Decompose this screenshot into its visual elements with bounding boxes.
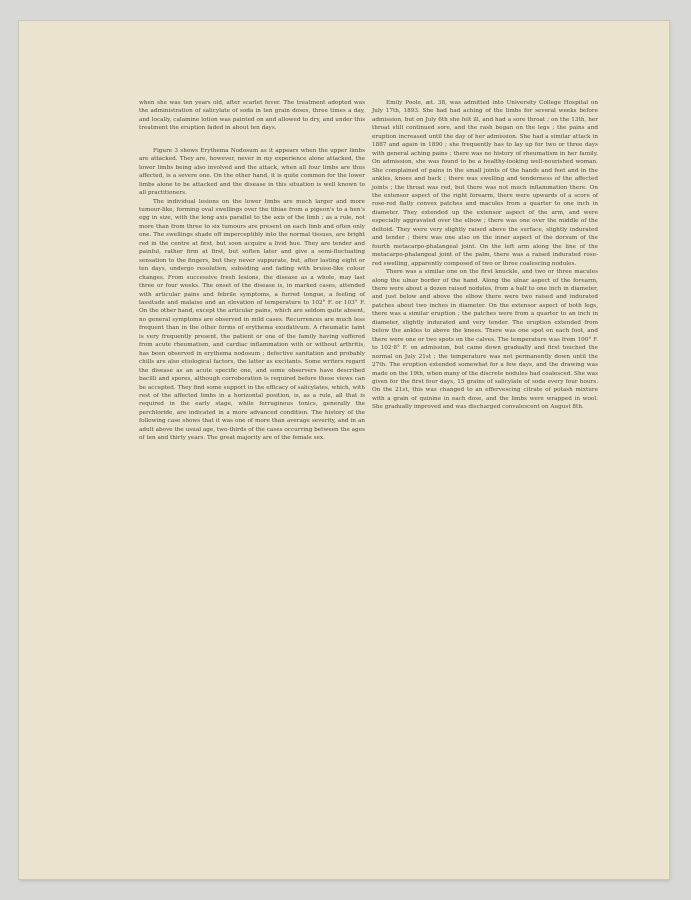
left-text-column	[139, 99, 365, 443]
paragraph-lower-limb-lesions: The individual lesions on the lower limbs are much larger and more tumour-like, forming oval swellings over the tibiae from a pigeon's to a hen's egg in size, with the long axis parallel to the axis of the limb ; as a rule, not more than from three to six tumours are present on each limb and often only one. The swellings shade off imperceptibly into the normal tissues, are bright red in the centre at first, but soon acquire a livid hue. They are tender and painful, rather firm at first, but soften later and give a semi-fluctuating sensation to the fingers, but they never suppurate, but, after lasting eight or ten days, undergo resolution, subsiding and fading with bruise-like colour changes. From successive fresh lesions, the disease as a whole, may last three or four weeks. The onset of the disease is, in marked cases, attended with articular pains and febrile symptoms, a furred tongue, a feeling of lassitude and malaise and an elevation of temperature to 102° F. or 103° F. On the other hand, except the articular pains, which are seldom quite absent, no general symptoms are observed in mild cases. Recurrences are much less frequent than in the other forms of erythema exudativum. A rheumatic taint is very frequently present, the patient or one of the family having suffered from acute rheumatism, and cardiac inflammation with or without arthritis, has been observed in erythema nodosum ; defective sanitation and probably chills are also etiological factors, the latter as excitants. Some writers regard the disease as an acute specific one, and some observers have described bacilli and spores, although corroboration is required before these views can be accepted. They find some support in the efficacy of salicylates, which, with rest of the affected limbs in a horizontal position, is, as a rule, all that is required in the early stage, while ferruginous tonics, generally the perchloride, are indicated in a more advanced condition. The history of the following case shows that it was one of more than average severity, and in an adult above the usual age, two-thirds of the cases occurring between the ages of ten and thirty years. The great majority are of the female sex.	[139, 198, 365, 442]
paragraph-treatment-continued: when she was ten years old, after scarlet fever. The treatment adopted was the administration of salicylate of soda in ten grain doses, three times a day, and locally, calamine lotion was painted on and allowed to dry, and under this treatment the eruption faded in about ten days.	[139, 100, 365, 132]
document-page	[19, 21, 669, 879]
paragraph-case-continued: There was a similar one on the first knuckle, and two or three macules along the ulnar border of the hand. Along the ulnar aspect of the forearm, there were about a dozen raised nodules, from a half to one inch in diameter, and just below and above the elbow there were two raised and indurated patches about two inches in diameter. On the extensor aspect of both legs, there was a similar eruption ; the patches were from a quarter to an inch in diameter, slightly indurated and very tender. The eruption extended from below the ankles to above the knees. There was one spot on each foot, and there were one or two spots on the calves. The temperature was from 100° F. to 102·8° F. on admission, but came down gradually and first touched the normal on July 21st ; the temperature was not permanently down until the 27th. The eruption extended somewhat for a few days, and the drawing was made on the 19th, when many of the discrete nodules had coalesced. She was given for the first four days, 15 grains of salicylate of soda every four hours. On the 21st, this was changed to an effervescing citrate of potash mixture with a grain of quinine in each dose, and the limbs were wrapped in wool. She gradually improved and was discharged convalescent on August 8th.	[372, 269, 598, 411]
paragraph-figure-3: Figure 3 shows Erythema Nodosum as it appears when the upper limbs are attacked. They are, however, never in my experience alone attacked, the lower limbs being also involved and the attack, when all four limbs are thus affected, is a severe one. On the other hand, it is quite common for the lower limbs alone to be attacked and the disease in this situation is well known to all practitioners.	[139, 147, 365, 197]
right-text-column	[372, 99, 598, 412]
paragraph-case-history: Emily Poole, æt. 38, was admitted into University College Hospital on July 17th, 1893. She had had aching of the limbs for several weeks before admission, but on July 6th she felt ill, and had a sore throat ; on the 13th, her throat still continued sore, and the rash began on the legs ; the pains and eruption increased until the day of her admission. She had a similar attack in 1887 and again in 1890 ; she frequently has to lay up for two or three days with general aching pains ; there was no history of rheumatism in her family. On admission, she was found to be a healthy-looking well-nourished woman. She complained of pains in the small joints of the hands and feet and in the ankles, knees and back ; there was swelling and tenderness of the affected joints ; the throat was red, but there was not much inflammation there. On the extensor aspect of the right forearm, there were upwards of a score of rose-red flatly convex patches and macules from a quarter to one inch in diameter. They extended up the extensor aspect of the arm, and were especially aggravated over the elbow ; there was one over the middle of the deltoid. They were very slightly raised above the surface, slightly indurated and tender ; there was one also on the inner aspect of the dorsum of the fourth metacarpo-phalangeal joint. On the left arm along the line of the metacarpo-phalangeal joint of the palm, there was a raised indurated rose-red swelling, apparently composed of two or three coalescing nodules.	[372, 100, 598, 267]
